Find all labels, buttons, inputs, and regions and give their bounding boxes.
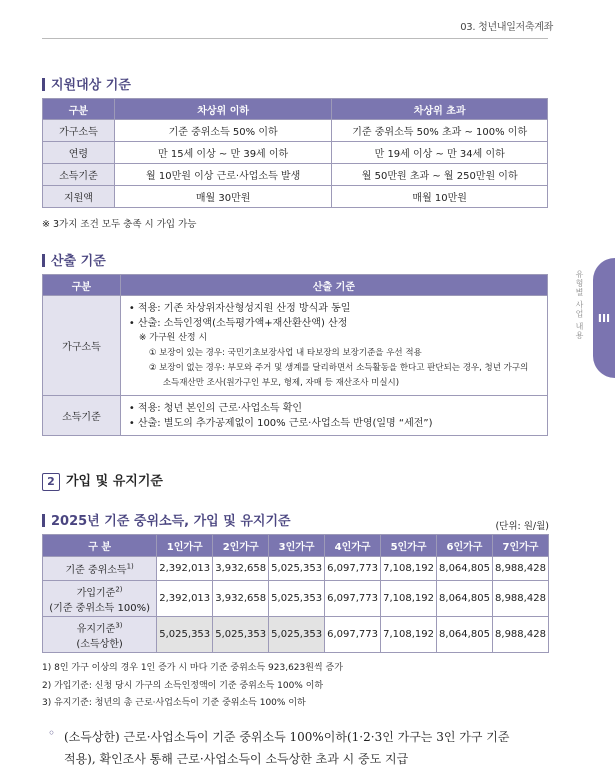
table-cell: 7,108,192: [381, 617, 437, 653]
footnote-ref: 1): [126, 562, 134, 571]
chapter-header: 03. 청년내일저축계좌: [460, 22, 553, 33]
header-divider: [42, 38, 548, 39]
table-cell: 5,025,353: [269, 557, 325, 581]
row-header: [43, 617, 157, 653]
table-cell: 8,988,428: [492, 581, 548, 617]
cell-line: 소득재산만 조사(원가구인 부모, 형제, 자매 등 재산조사 미실시): [162, 377, 400, 388]
section-title-calculation: [42, 250, 106, 269]
section-title-text: 지원대상 기준: [51, 78, 131, 93]
table-header: 4인가구: [325, 535, 381, 557]
table-cell: 3,932,658: [213, 581, 269, 617]
row-label: 기준 중위소득: [65, 565, 127, 576]
table-cell: 기준 중위소득 50% 이하: [114, 120, 332, 142]
table-header: 구 분: [43, 535, 157, 557]
part-heading: [42, 470, 163, 491]
side-tab-number: III: [597, 312, 611, 325]
row-label: 가입기준: [76, 587, 116, 599]
cell-line: • 산출: 별도의 추가공제없이 100% 근로·사업소득 반영(일명 “세전”): [128, 417, 433, 429]
part-title: 가입 및 유지기준: [66, 474, 163, 489]
table-header: 3인가구: [269, 535, 325, 557]
table-header: 구분: [43, 99, 115, 120]
table-cell: [120, 296, 547, 396]
cell-line: ① 보장이 있는 경우: 국민기초보장사업 내 타보장의 보장기준을 우선 적용: [148, 347, 422, 358]
side-vertical-label: 유형별 사업 내용: [575, 270, 584, 341]
row-header: 소득기준: [43, 164, 115, 186]
table-cell: 8,988,428: [492, 617, 548, 653]
title-bar-marker: [42, 254, 45, 267]
row-header: 소득기준: [43, 396, 121, 436]
section-title-text: 2025년 기준 중위소득, 가입 및 유지기준: [51, 514, 291, 529]
table-cell: 2,392,013: [157, 581, 213, 617]
cell-line: • 적용: 청년 본인의 근로·사업소득 확인: [128, 402, 303, 414]
table-cell: 6,097,773: [325, 581, 381, 617]
table-cell: 6,097,773: [325, 617, 381, 653]
table-cell: 7,108,192: [381, 557, 437, 581]
paragraph-line: 적용), 확인조사 통해 근로·사업소득이 소득상한 초과 시 중도 지급: [64, 752, 409, 766]
row-label: 유지기준: [76, 623, 116, 635]
table-cell: 기준 중위소득 50% 초과 ~ 100% 이하: [332, 120, 548, 142]
table-header: 차상위 초과: [332, 99, 548, 120]
row-header: 지원액: [43, 186, 115, 208]
row-header: [43, 557, 157, 581]
table-header: 구분: [43, 275, 121, 296]
table-cell: 만 15세 이상 ~ 만 39세 이하: [114, 142, 332, 164]
footnote: 3) 유지기준: 청년의 총 근로·사업소득이 기준 중위소득 100% 이하: [42, 698, 306, 708]
table-cell: 7,108,192: [381, 581, 437, 617]
table-cell: 3,932,658: [213, 557, 269, 581]
body-paragraph: [64, 726, 564, 770]
cell-line: • 적용: 기존 차상위자산형성지원 산정 방식과 동일: [128, 302, 351, 314]
row-label-sub: (소득상한): [76, 638, 123, 650]
row-header: 연령: [43, 142, 115, 164]
section-title-text: 산출 기준: [51, 254, 106, 269]
row-label-sub: (기준 중위소득 100%): [49, 602, 150, 614]
row-header: 가구소득: [43, 296, 121, 396]
title-bar-marker: [42, 78, 45, 91]
table-header: 5인가구: [381, 535, 437, 557]
cell-line: ※ 가구원 산정 시: [138, 332, 208, 343]
eligibility-note: ※ 3가지 조건 모두 충족 시 가입 가능: [42, 219, 197, 230]
cell-line: ② 보장이 없는 경우: 부모와 주거 및 생계를 달리하면서 소득활동을 한다고 판단되는 경우, 청년 가구의: [148, 362, 529, 373]
table-cell: 매월 30만원: [114, 186, 332, 208]
table-cell: 6,097,773: [325, 557, 381, 581]
row-header: [43, 581, 157, 617]
table-header: 2인가구: [213, 535, 269, 557]
section-title-median-income: [42, 510, 291, 529]
table-cell: 5,025,353: [269, 617, 325, 653]
table-cell: 2,392,013: [157, 557, 213, 581]
footnote: 1) 8인 가구 이상의 경우 1인 증가 시 마다 기준 중위소득 923,623원씩 증가: [42, 663, 343, 673]
paragraph-line: (소득상한) 근로·사업소득이 기준 중위소득 100%이하(1·2·3인 가구는 3인 가구 기준: [64, 730, 510, 744]
table-header: 차상위 이하: [114, 99, 332, 120]
calculation-table: [42, 274, 548, 436]
table-header: 산출 기준: [120, 275, 547, 296]
footnote-ref: 3): [115, 621, 123, 630]
table-cell: 월 50만원 초과 ~ 월 250만원 이하: [332, 164, 548, 186]
unit-label: (단위: 원/월): [495, 521, 549, 532]
table-header: 1인가구: [157, 535, 213, 557]
table-cell: 5,025,353: [213, 617, 269, 653]
table-cell: 8,064,805: [437, 557, 493, 581]
table-cell: 매월 10만원: [332, 186, 548, 208]
table-cell: 만 19세 이상 ~ 만 34세 이하: [332, 142, 548, 164]
footnote-ref: 2): [115, 585, 123, 594]
table-cell: 8,988,428: [492, 557, 548, 581]
median-income-table: [42, 534, 549, 653]
eligibility-table: [42, 98, 548, 208]
table-cell: [120, 396, 547, 436]
table-cell: 8,064,805: [437, 581, 493, 617]
cell-line: • 산출: 소득인정액(소득평가액+재산환산액) 산정: [128, 317, 348, 329]
table-header: 7인가구: [492, 535, 548, 557]
table-header: 6인가구: [437, 535, 493, 557]
title-bar-marker: [42, 514, 45, 527]
table-cell: 5,025,353: [269, 581, 325, 617]
part-number-box: 2: [42, 473, 60, 491]
table-cell: 월 10만원 이상 근로·사업소득 발생: [114, 164, 332, 186]
row-header: 가구소득: [43, 120, 115, 142]
footnote: 2) 가입기준: 신청 당시 가구의 소득인정액이 기준 중위소득 100% 이하: [42, 681, 324, 691]
section-title-eligibility: [42, 74, 131, 93]
bullet-icon: ◦: [48, 726, 56, 740]
table-cell: 5,025,353: [157, 617, 213, 653]
table-cell: 8,064,805: [437, 617, 493, 653]
